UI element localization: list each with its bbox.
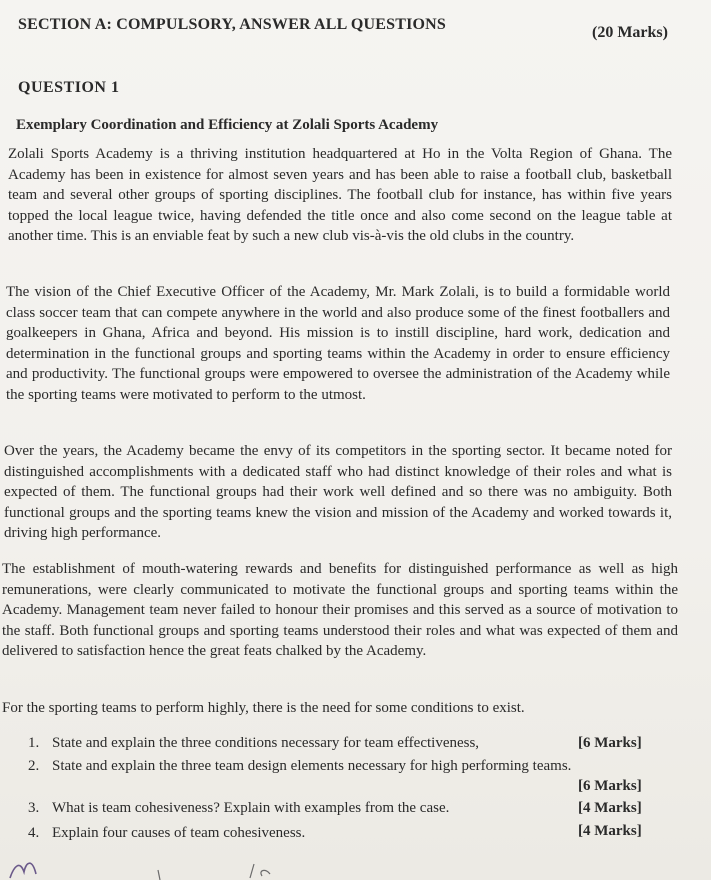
sub-question-text: Explain four causes of team cohesiveness. bbox=[52, 825, 306, 841]
questions-lead-in: For the sporting teams to perform highly, there is the need for some conditions to exist. bbox=[2, 700, 525, 716]
case-study-title: Exemplary Coordination and Efficiency at Zolali Sports Academy bbox=[16, 117, 439, 133]
question-number: QUESTION 1 bbox=[18, 79, 120, 96]
sub-question-text: State and explain the three team design elements necessary for high performing teams. bbox=[52, 758, 572, 774]
section-title: SECTION A: COMPULSORY, ANSWER ALL QUESTIONS bbox=[18, 16, 446, 33]
sub-question-number: 1. bbox=[28, 735, 40, 751]
handwritten-marks bbox=[0, 852, 711, 880]
case-paragraph-1: Zolali Sports Academy is a thriving institution headquartered at Ho in the Volta Region of Ghana. The Academy has been in existence for almost seven years and has been able to raise a football club, basketball team and several other groups of sporting disciplines. The football club for instance, has within five years topped the local league twice, having defended the title once and also come second on the league table at another time. This is an enviable feat by such a new club vis-à-vis the old clubs in the country. bbox=[8, 146, 672, 244]
sub-question-text: State and explain the three conditions necessary for team effectiveness, bbox=[52, 735, 480, 751]
sub-question-text: What is team cohesiveness? Explain with examples from the case. bbox=[52, 800, 450, 816]
sub-question-2-marks: [6 Marks] bbox=[578, 778, 642, 794]
sub-question-1-marks: [6 Marks] bbox=[578, 735, 642, 751]
sub-question-4-marks: [4 Marks] bbox=[578, 823, 642, 839]
sub-question-number: 2. bbox=[28, 758, 40, 774]
sub-question-number: 4. bbox=[28, 825, 40, 841]
case-paragraph-3: Over the years, the Academy became the envy of its competitors in the sporting sector. It became noted for distinguished accomplishments with a dedicated staff who had distinct knowledge of their roles and what is expected of them. The functional groups had their work well defined and so there was no ambiguity. Both functional groups and the sporting teams knew the vision and mission of the Academy and worked towards it, driving high performance. bbox=[4, 443, 672, 541]
total-marks: (20 Marks) bbox=[592, 24, 668, 41]
case-paragraph-4: The establishment of mouth-watering rewards and benefits for distinguished performance as well as high remunerations, were clearly communicated to motivate the functional groups and sporting teams within the Academy. Management team never failed to honour their promises and this served as a source of motivation to the staff. Both functional groups and sporting teams understood their roles and what was expected of them and delivered to satisfaction hence the great feats chalked by the Academy. bbox=[2, 561, 678, 659]
case-paragraph-2: The vision of the Chief Executive Officer of the Academy, Mr. Mark Zolali, is to build a formidable world class soccer team that can compete anywhere in the world and also produce some of the finest footballers and goalkeepers in Ghana, Africa and beyond. His mission is to instill discipline, hard work, dedication and determination in the functional groups and sporting teams within the Academy in order to ensure efficiency and productivity. The functional groups were empowered to oversee the administration of the Academy while the sporting teams were motivated to perform to the utmost. bbox=[6, 284, 670, 403]
sub-question-number: 3. bbox=[28, 800, 40, 816]
sub-question-3-marks: [4 Marks] bbox=[578, 800, 642, 816]
